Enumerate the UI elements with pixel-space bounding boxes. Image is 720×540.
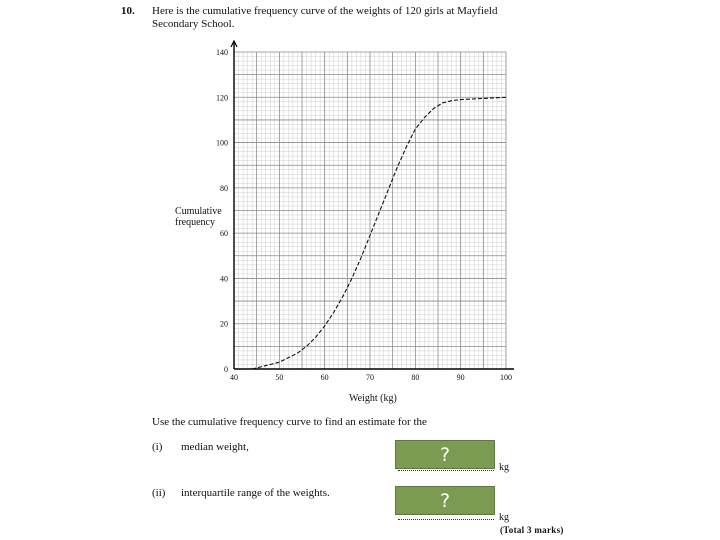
y-tick-label: 20 bbox=[220, 319, 228, 329]
part-i-answer-line bbox=[398, 470, 494, 471]
y-tick-label: 100 bbox=[216, 138, 228, 148]
x-tick-label: 70 bbox=[366, 373, 374, 382]
x-tick-label: 100 bbox=[500, 373, 512, 382]
y-tick-label: 120 bbox=[216, 93, 228, 103]
y-tick-label: 140 bbox=[216, 48, 228, 57]
total-marks: (Total 3 marks) bbox=[500, 525, 564, 535]
part-ii-answer-box[interactable]: ? bbox=[395, 486, 495, 515]
y-axis-label bbox=[175, 206, 222, 228]
question-number: 10. bbox=[121, 5, 135, 17]
x-tick-label: 80 bbox=[411, 373, 420, 382]
part-ii-answer-line bbox=[398, 519, 494, 520]
question-text-line1: Here is the cumulative frequency curve of the weights of 120 girls at Mayfield bbox=[152, 5, 498, 17]
y-tick-label: 0 bbox=[224, 365, 228, 374]
part-i-answer-box[interactable]: ? bbox=[395, 440, 495, 469]
x-tick-label: 60 bbox=[320, 373, 329, 382]
part-i-number: (i) bbox=[152, 441, 163, 453]
question-text-line2: Secondary School. bbox=[152, 18, 235, 30]
part-i-unit: kg bbox=[499, 462, 509, 473]
part-ii-number: (ii) bbox=[152, 487, 166, 499]
x-tick-label: 50 bbox=[275, 373, 284, 382]
y-axis-label-line2: frequency bbox=[175, 217, 215, 228]
y-tick-label: 80 bbox=[220, 183, 228, 193]
axes bbox=[231, 41, 514, 369]
part-ii-text: interquartile range of the weights. bbox=[181, 487, 330, 499]
y-tick-label: 40 bbox=[220, 274, 228, 284]
x-tick-label: 90 bbox=[456, 373, 465, 382]
x-tick-label: 40 bbox=[230, 373, 238, 382]
instruction-text: Use the cumulative frequency curve to find an estimate for the bbox=[152, 416, 427, 428]
y-axis-label-line1: Cumulative bbox=[175, 206, 222, 217]
part-i-text: median weight, bbox=[181, 441, 249, 453]
part-ii-unit: kg bbox=[499, 512, 509, 523]
x-axis-label: Weight (kg) bbox=[349, 393, 397, 404]
y-tick-label: 60 bbox=[220, 229, 228, 239]
